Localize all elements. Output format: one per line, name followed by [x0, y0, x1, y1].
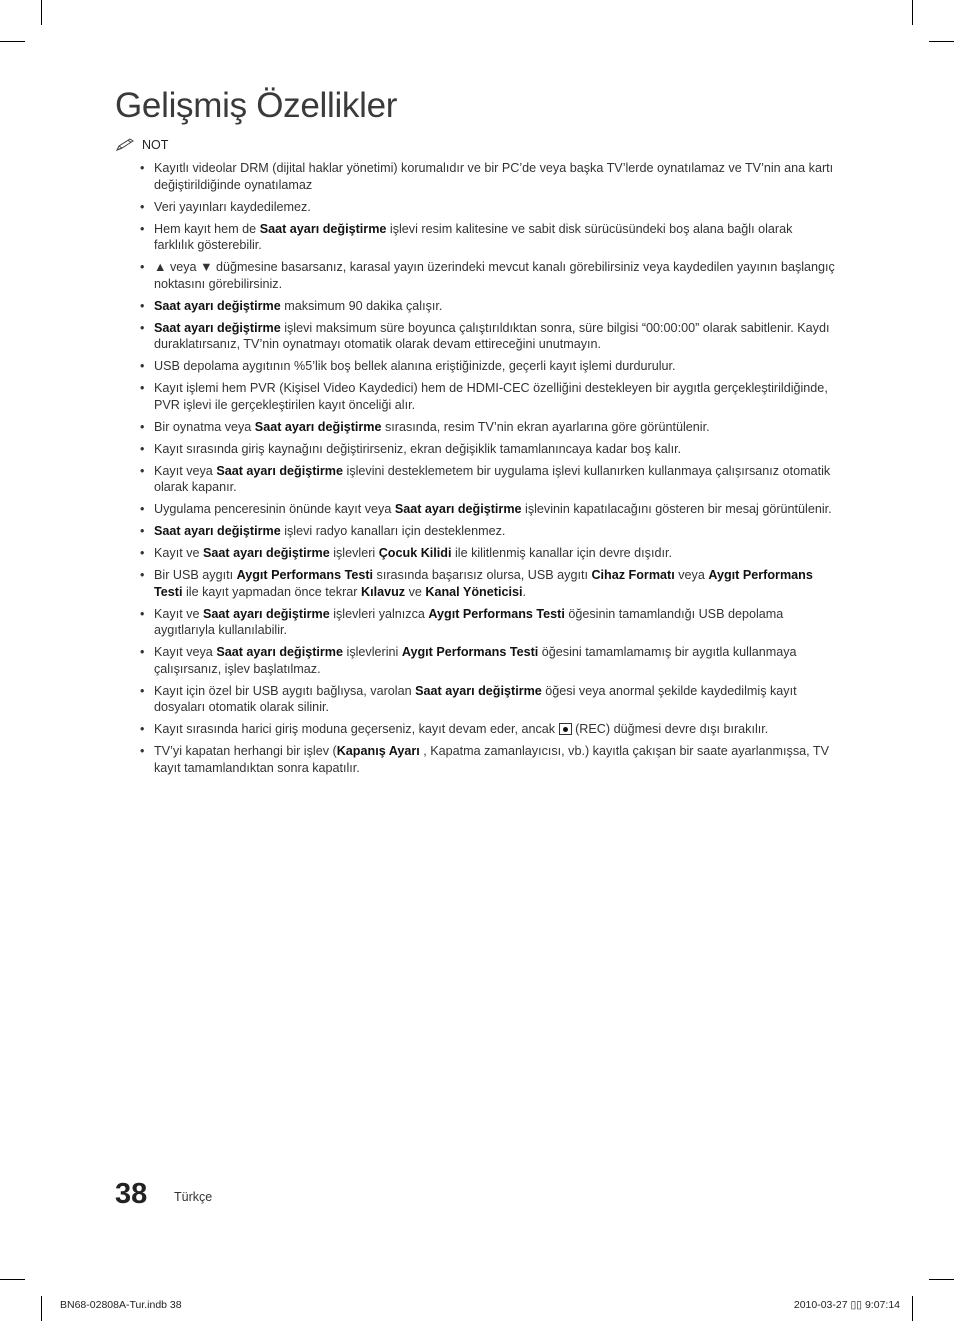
crop-mark — [0, 1279, 25, 1280]
bold-term: Çocuk Kilidi — [378, 546, 452, 560]
item-text: öğesini tamamlamamış bir aygıtla kullanmaya çalışırsanız, işlev başlatılmaz. — [154, 645, 797, 676]
item-text: işlevi radyo kanalları için desteklenmez. — [280, 524, 506, 538]
list-item — [140, 743, 835, 776]
list-item — [140, 199, 835, 216]
bold-term: Saat ayarı değiştirme — [203, 606, 330, 621]
bold-term: Saat ayarı değiştirme — [415, 683, 542, 698]
page-title: Gelişmiş Özellikler — [115, 86, 398, 125]
item-text: Kayıt için özel bir USB aygıtı bağlıysa, varolan — [154, 683, 416, 698]
item-text: işlevini desteklemetem bir uygulama işlevi kullanırken kullanmaya çalışırsanız otomatik olarak kapanır. — [154, 463, 831, 494]
bold-term: Saat ayarı değiştirme — [154, 298, 281, 313]
bold-term: Aygıt Performans Testi — [401, 645, 539, 659]
item-text: işlevi maksimum süre boyunca çalıştırıldıktan sonra, süre bilgisi “00:00:00” olarak sabitlenir. Kaydı duraklatırsanız, TV’nin oynatmayı otomatik olarak devam ettireceğini unutmayın. — [154, 320, 830, 351]
crop-mark — [0, 41, 25, 42]
list-item — [140, 441, 835, 458]
bold-term: Aygıt Performans Testi — [428, 606, 565, 621]
list-item — [140, 501, 835, 518]
crop-mark — [41, 1296, 42, 1321]
crop-mark — [912, 0, 913, 25]
item-text: . — [522, 584, 526, 599]
page-number: 38 — [115, 1178, 148, 1210]
list-item — [140, 463, 835, 496]
item-text: TV’yi kapatan herhangi bir işlev ( — [154, 744, 337, 758]
item-text: Kayıt ve — [154, 546, 203, 560]
item-text: Uygulama penceresinin önünde kayıt veya — [154, 502, 395, 516]
item-text: öğesi veya anormal şekilde kaydedilmiş kayıt dosyaları otomatik olarak silinir. — [154, 683, 797, 714]
note-list — [140, 160, 835, 782]
bold-term: Saat ayarı değiştirme — [216, 463, 344, 478]
item-text: işlevinin kapatılacağını gösteren bir mesaj görüntülenir. — [521, 502, 832, 516]
list-item — [140, 221, 835, 254]
crop-mark — [929, 41, 954, 42]
item-text: sırasında, resim TV’nin ekran ayarlarına göre görüntülenir. — [381, 419, 710, 434]
item-text: Bir oynatma veya — [154, 419, 255, 434]
item-text: Veri yayınları kaydedilemez. — [154, 199, 311, 214]
item-text: sırasında başarısız olursa, USB aygıtı — [373, 568, 592, 582]
note-heading — [115, 138, 168, 152]
bold-term: Aygıt Performans Testi — [154, 568, 813, 599]
item-text: işlevleri — [329, 546, 379, 560]
bold-term: Saat ayarı değiştirme — [259, 221, 387, 236]
item-text: veya — [674, 568, 709, 582]
item-text: ile kilitlenmiş kanallar için devre dışıdır. — [451, 546, 672, 560]
item-text: Kayıt işlemi hem PVR (Kişisel Video Kaydedici) hem de HDMI-CEC özelliğini destekleyen bir aygıtla gerçekleştirildiğinde, PVR işlevi ile gerçekleştirilen kayıt önceliği alır. — [154, 381, 828, 412]
bold-term: Saat ayarı değiştirme — [203, 546, 330, 560]
item-text: ile kayıt yapmadan önce tekrar — [182, 584, 361, 599]
item-text: Kayıt sırasında giriş kaynağını değiştirirseniz, ekran değişiklik tamamlanıncaya kadar boş kalır. — [154, 441, 682, 456]
list-item — [140, 721, 835, 738]
pencil-icon — [115, 138, 137, 152]
bold-term: Cihaz Formatı — [591, 568, 675, 582]
item-text: USB depolama aygıtının %5’lik boş bellek alanına eriştiğinizde, geçerli kayıt işlemi durdurulur. — [154, 359, 676, 373]
item-text: işlevlerini — [343, 645, 402, 659]
item-text: Kayıtlı videolar DRM (dijital haklar yönetimi) korumalıdır ve bir PC’de veya başka TV’lerde oynatılamaz ve TV’nin ana kartı değiştirildiğinde oynatılamaz — [154, 161, 834, 192]
list-item — [140, 358, 835, 375]
item-text: öğesinin tamamlandığı USB depolama aygıtlarıyla kullanılabilir. — [154, 606, 784, 637]
item-text: Hem kayıt hem de — [154, 221, 260, 236]
item-text: (REC) düğmesi devre dışı bırakılır. — [571, 722, 769, 736]
footer-date-info: 2010-03-27 ▯▯ 9:07:14 — [793, 1299, 900, 1311]
list-item — [140, 320, 835, 353]
item-text: Kayıt veya — [154, 645, 217, 659]
bold-term: Kanal Yöneticisi — [425, 584, 523, 599]
list-item — [140, 606, 835, 639]
list-item — [140, 298, 835, 315]
list-item — [140, 523, 835, 540]
item-text: işlevi resim kalitesine ve sabit disk sürücüsündeki boş alana bağlı olarak farklılık gösterebilir. — [154, 221, 793, 252]
list-item — [140, 419, 835, 436]
item-text: Kayıt ve — [154, 606, 203, 621]
bold-term: Saat ayarı değiştirme — [254, 419, 382, 434]
page-language: Türkçe — [174, 1190, 213, 1204]
item-text: Bir USB aygıtı — [154, 568, 237, 582]
list-item — [140, 380, 835, 413]
bold-term: Aygıt Performans Testi — [236, 568, 374, 582]
list-item — [140, 259, 835, 292]
rec-button-icon — [559, 723, 572, 735]
bold-term: Saat ayarı değiştirme — [216, 645, 344, 659]
item-text: işlevleri yalnızca — [329, 606, 429, 621]
list-item — [140, 567, 835, 600]
item-text: Kayıt sırasında harici giriş moduna geçerseniz, kayıt devam eder, ancak — [154, 722, 559, 736]
list-item — [140, 160, 835, 193]
bold-term: Saat ayarı değiştirme — [154, 320, 281, 335]
crop-mark — [929, 1279, 954, 1280]
bold-term: Kapanış Ayarı — [336, 744, 420, 758]
item-text: ve — [405, 584, 426, 599]
item-text: maksimum 90 dakika çalışır. — [280, 298, 443, 313]
bold-term: Kılavuz — [360, 584, 406, 599]
footer-file-info: BN68-02808A-Tur.indb 38 — [60, 1299, 182, 1311]
bold-term: Saat ayarı değiştirme — [154, 524, 281, 538]
item-text: , Kapatma zamanlayıcısı, vb.) kayıtla çakışan bir saate ayarlanmışsa, TV kayıt tamamlandıktan sonra kapatılır. — [154, 744, 830, 775]
list-item — [140, 683, 835, 716]
list-item — [140, 545, 835, 562]
bold-term: Saat ayarı değiştirme — [394, 502, 522, 516]
item-text: ▲ veya ▼ düğmesine basarsanız, karasal yayın üzerindeki mevcut kanalı görebilirsiniz veya kaydedilen yayının başlangıç noktasını görebilirsiniz. — [154, 260, 835, 291]
list-item — [140, 644, 835, 677]
note-label: NOT — [142, 138, 169, 152]
item-text: Kayıt veya — [154, 463, 217, 478]
crop-mark — [41, 0, 42, 25]
crop-mark — [912, 1296, 913, 1321]
